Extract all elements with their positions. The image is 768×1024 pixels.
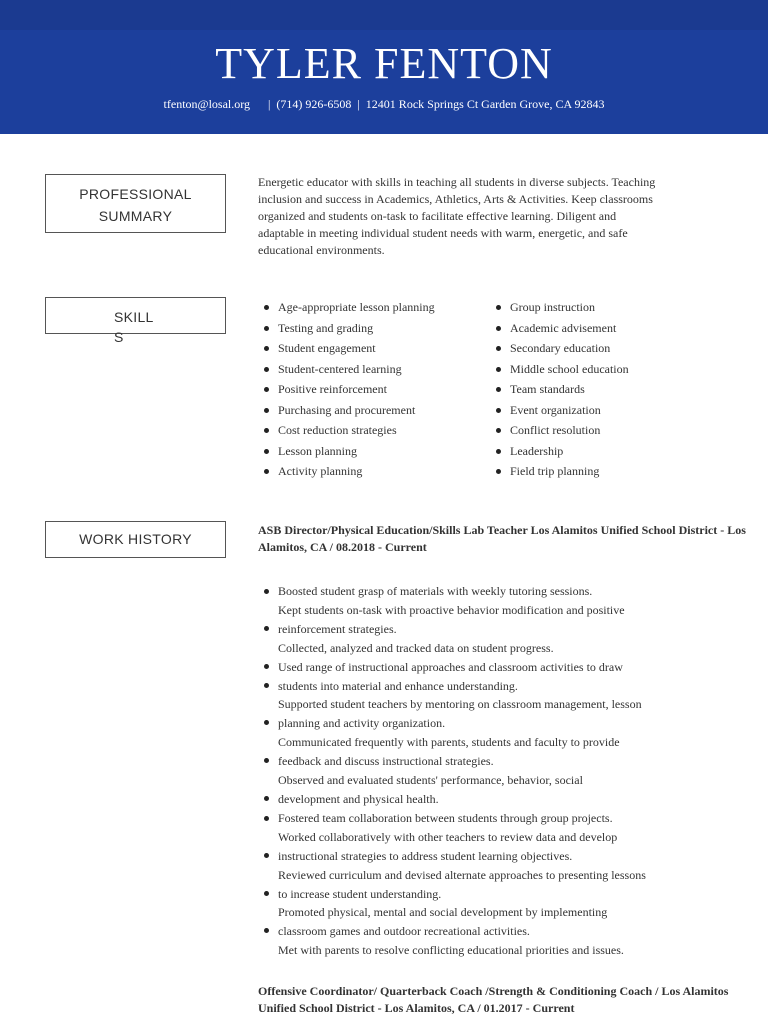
job1-title-line2: Alamitos, CA / 08.2018 - Current: [258, 540, 427, 554]
summary-heading-line2: SUMMARY: [98, 208, 173, 224]
duty-item: Supported student teachers by mentoring on classroom management, lesson planning and activity organization.: [258, 695, 648, 733]
duty-item: Boosted student grasp of materials with weekly tutoring sessions.: [258, 582, 758, 601]
skill-item: Field trip planning: [490, 461, 730, 482]
skill-item: Secondary education: [490, 338, 730, 359]
duty-item: Reviewed curriculum and devised alternate approaches to presenting lessons to increase student understanding.: [258, 866, 648, 904]
duty-item: Used range of instructional approaches and classroom activities to draw students into material and enhance understanding.: [258, 658, 658, 696]
duty-item: Communicated frequently with parents, students and faculty to provide feedback and discuss instructional strategies.: [258, 733, 658, 771]
skill-item: Conflict resolution: [490, 420, 730, 441]
skill-item: Middle school education: [490, 359, 730, 380]
work-heading-box: [45, 521, 226, 558]
skill-item: Group instruction: [490, 297, 730, 318]
skill-item: Student-centered learning: [258, 359, 488, 380]
job1-duties: [258, 582, 758, 960]
skill-item: Activity planning: [258, 461, 488, 482]
duty-item: Fostered team collaboration between students through group projects.: [258, 809, 758, 828]
skill-item: Cost reduction strategies: [258, 420, 488, 441]
summary-heading-line1: PROFESSIONAL: [79, 186, 192, 202]
duty-item: Kept students on-task with proactive behavior modification and positive reinforcement strategies.: [258, 601, 658, 639]
skills-list-right: [490, 297, 730, 482]
skills-heading-line1: SKILL: [114, 309, 154, 325]
skill-item: Leadership: [490, 441, 730, 462]
duty-item: Met with parents to resolve conflicting educational priorities and issues.: [278, 943, 624, 958]
work-heading: WORK HISTORY: [79, 531, 192, 547]
header-top-band: [0, 0, 768, 30]
job2-title-line2: Unified School District - Los Alamitos, CA / 01.2017 - Current: [258, 1001, 575, 1015]
duty-item: Collected, analyzed and tracked data on student progress.: [258, 639, 758, 658]
skill-item: Purchasing and procurement: [258, 400, 488, 421]
candidate-name: TYLER FENTON: [215, 39, 553, 88]
skills-heading-line2: S: [114, 329, 124, 345]
duty-item: Promoted physical, mental and social development by implementing classroom games and outdoor recreational activities.: [258, 903, 648, 941]
duty-item: Observed and evaluated students' performance, behavior, social development and physical health.: [258, 771, 618, 809]
skill-item: Positive reinforcement: [258, 379, 488, 400]
job1-title: [258, 522, 763, 556]
skill-item: Event organization: [490, 400, 730, 421]
skill-item: Academic advisement: [490, 318, 730, 339]
skill-item: Team standards: [490, 379, 730, 400]
skills-heading-box: [45, 297, 226, 345]
header-banner: [0, 0, 768, 134]
contact-line: tfenton@losal.org | (714) 926-6508 | 12401 Rock Springs Ct Garden Grove, CA 92843: [163, 97, 605, 111]
skill-item: Lesson planning: [258, 441, 488, 462]
job1-title-line1: ASB Director/Physical Education/Skills Lab Teacher Los Alamitos Unified School District - Los: [258, 523, 746, 537]
summary-text: Energetic educator with skills in teaching all students in diverse subjects. Teaching inclusion and success in Academics, Athletics, Arts & Activities. Keep classrooms organized and students on-task to facilitate effective learning. Diligent and adaptable in meeting individual student needs with warm, energetic, and safe educational environments.: [258, 175, 656, 257]
duty-item: Worked collaboratively with other teachers to review data and develop instructional strategies to address student learning objectives.: [258, 828, 658, 866]
job2-title: [258, 983, 763, 1017]
skill-item: Student engagement: [258, 338, 488, 359]
job2-title-line1: Offensive Coordinator/ Quarterback Coach /Strength & Conditioning Coach / Los Alamitos: [258, 984, 729, 998]
skills-list-left: [258, 297, 488, 482]
skill-item: Age-appropriate lesson planning: [258, 297, 488, 318]
summary-heading-box: [45, 174, 226, 233]
skill-item: Testing and grading: [258, 318, 488, 339]
